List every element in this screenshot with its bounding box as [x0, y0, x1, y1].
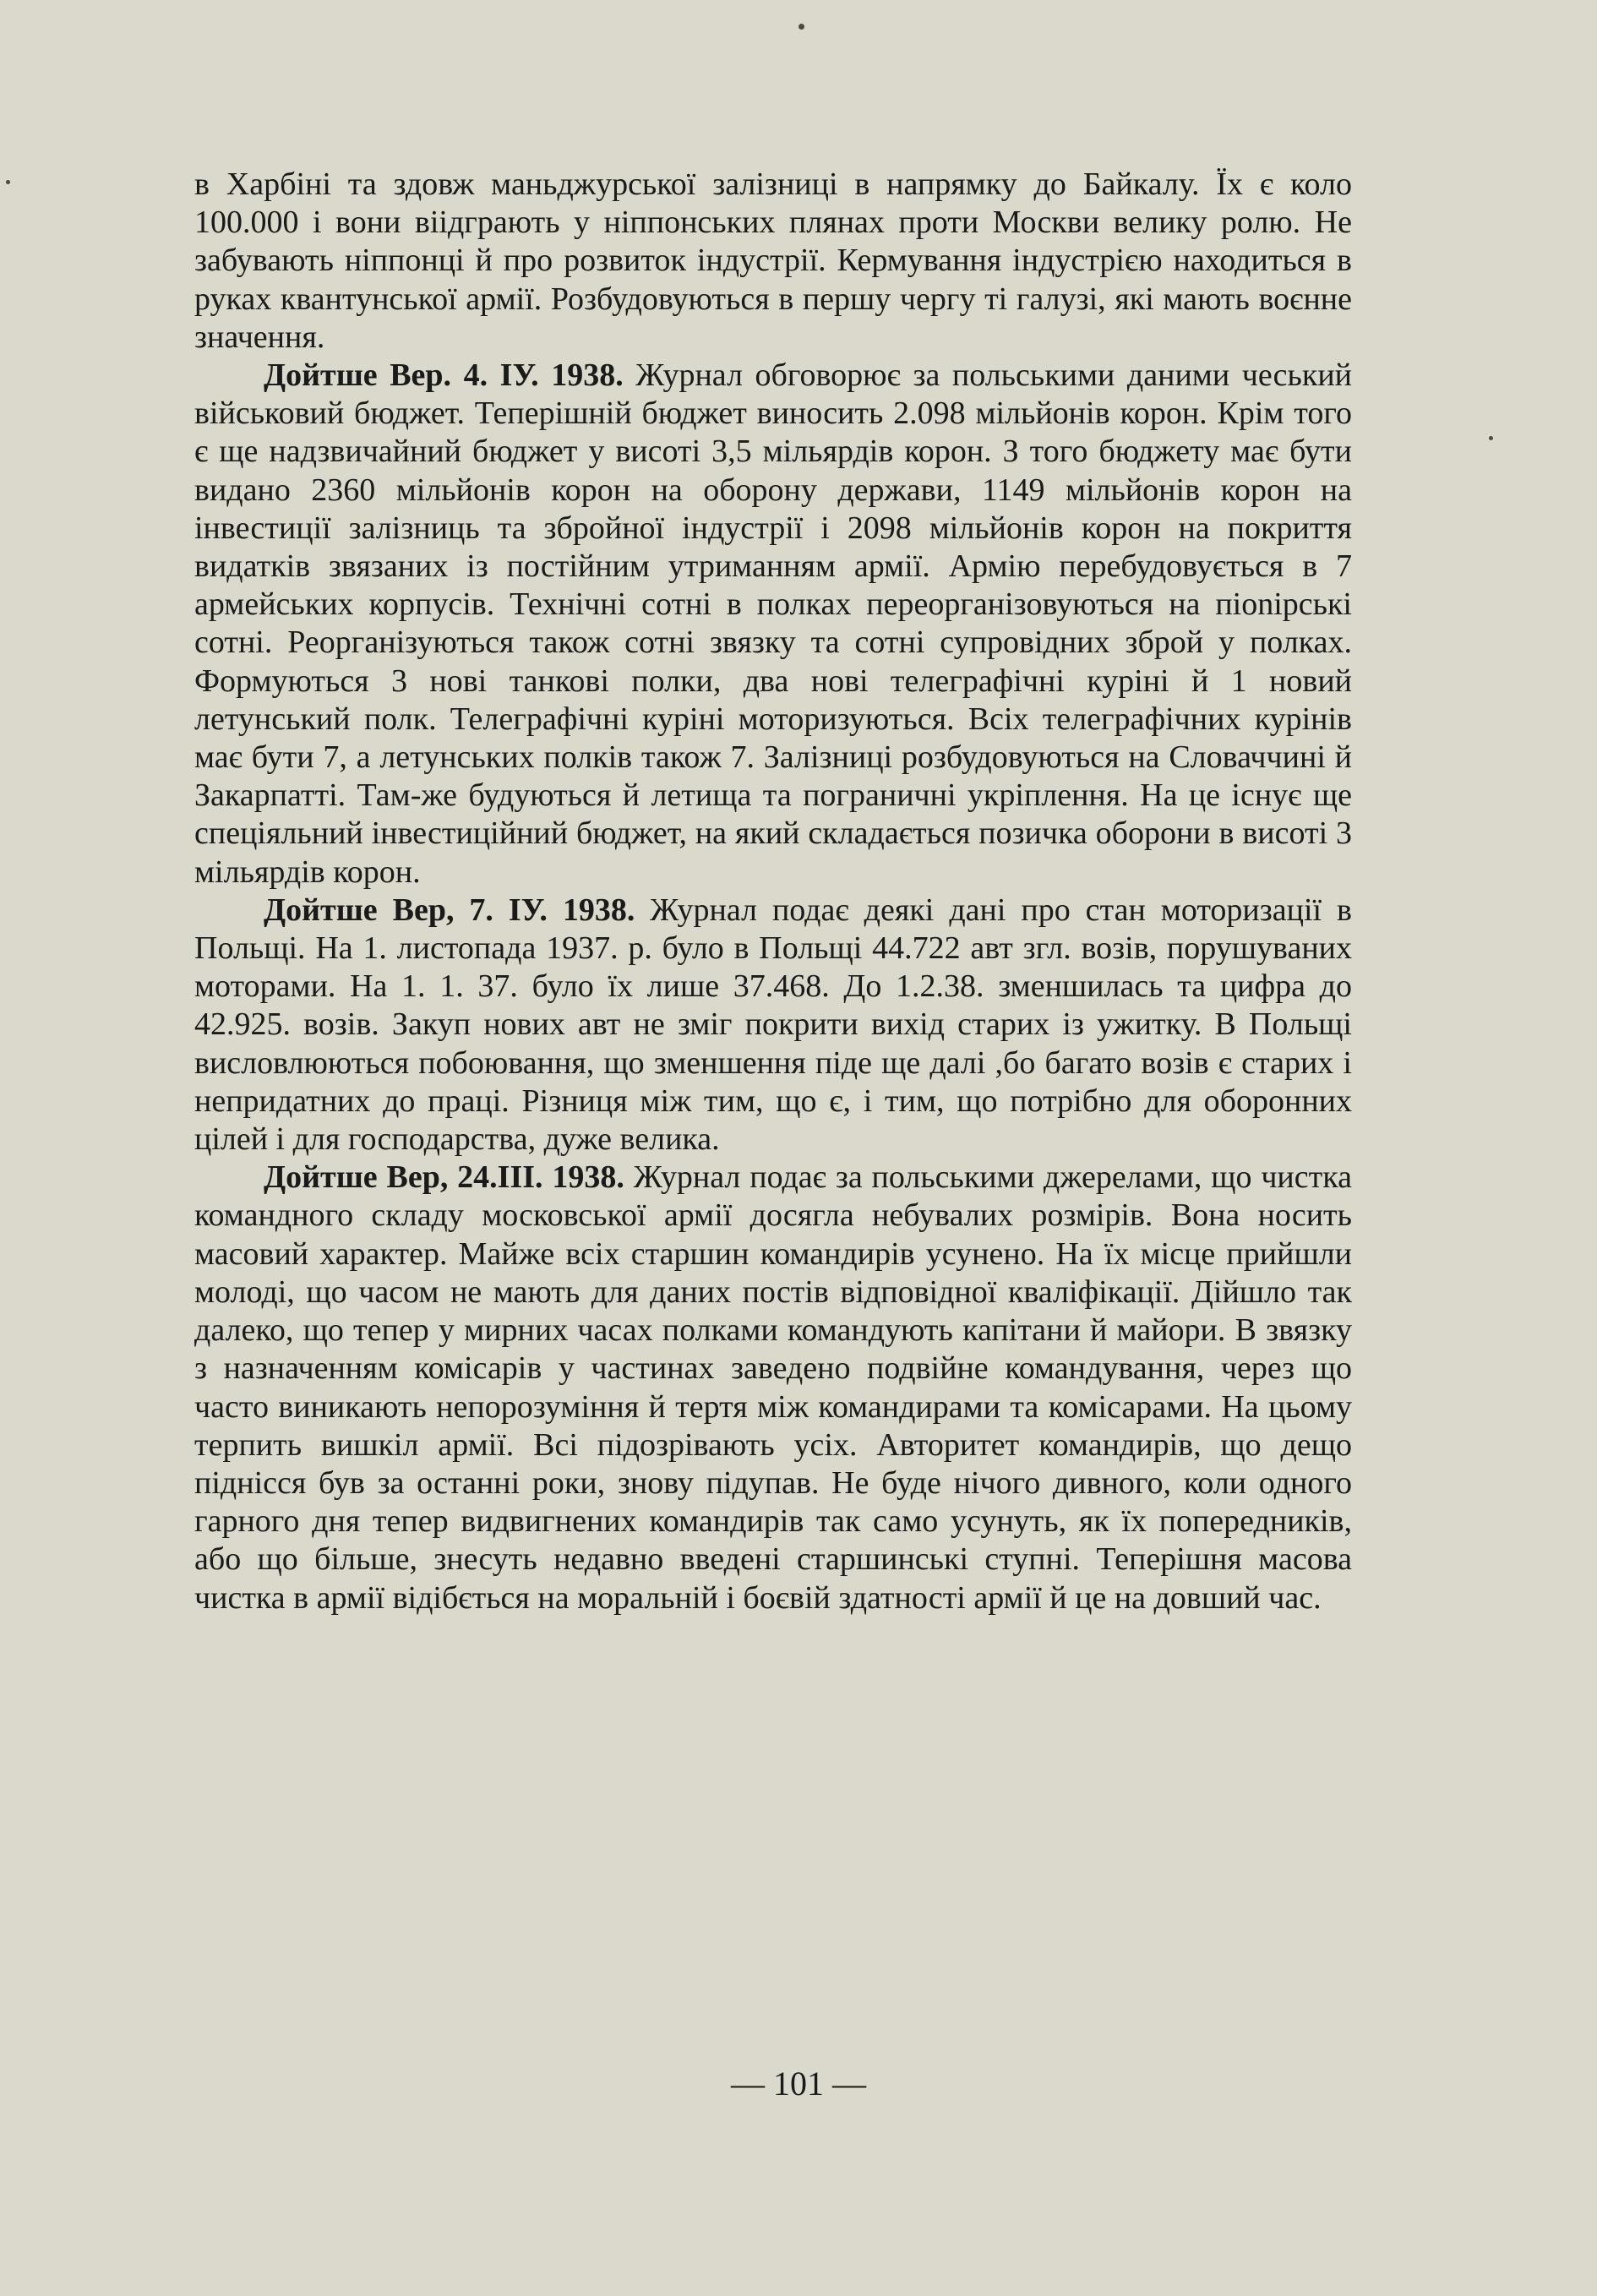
- article-body: [194, 166, 1352, 1617]
- paragraph-text: Журнал подає за польськими джерелами, що чистка командного складу московської армії досягла небувалих розмірів. Вона носить масовий характер. Майже всіх старшин командирів усунено. На їх місце прийшли молоді, що часом не мають для даних постів відповідної кваліфікації. Дійшло так далеко, що тепер у мирних часах полками командують капітани й майори. В звязку з назначенням комісарів у частинах заведено подвійне командування, через що часто виникають непорозуміння й тертя між командирами та комісарами. На цьому терпить вишкіл армії. Всі підозрівають усіх. Авторитет командирів, що дещо піднісся був за останні роки, знову підупав. Не буде нічого дивного, коли одного гарного дня тепер видвигнених командирів так само усунуть, як їх попередників, або що більше, знесуть недавно введені старшинські ступні. Теперішня масова чистка в армії відібється на моральній і боєвій здатності армії й це на довший час.: [194, 1159, 1352, 1616]
- page-number: — 101 —: [731, 2064, 866, 2102]
- paragraph-entry: [194, 892, 1352, 1159]
- paragraph-text: Журнал обговорює за польськими даними чеський військовий бюджет. Теперішній бюджет виносить 2.098 мільйонів корон. Крім того є ще надзвичайний бюджет у висоті 3,5 мільярдів корон. З того бюджету має бути видано 2360 мільйонів корон на оборону держави, 1149 мільйонів корон на інвестиції залізниць та збройної індустрії і 2098 мільйонів корон на покриття видатків звязаних із постійним утриманням армії. Армію перебудовується в 7 армейських корпусів. Технічні сотні в полках переорганізовуються на пionірські сотні. Реорганізуються також сотні звязку та сотні супровідних зброй у полках. Формуються 3 нові танкові полки, два нові телеграфічні куріні й 1 новий летунський полк. Телеграфічні куріні моторизуються. Всіх телеграфічних курінів має бути 7, а летунських полків також 7. Залізниці розбудовуються на Словаччині й Закарпатті. Там-же будуються й летища та пограничні укріплення. На це існує ще спеціяльний інвестиційний бюджет, на який складається позичка оборони в висоті 3 мільярдів корон.: [194, 357, 1353, 890]
- paragraph-lead: Дойтше Вер, 24.ІІІ. 1938.: [264, 1159, 624, 1196]
- paragraph-entry: [194, 357, 1352, 892]
- dust-speck: [798, 24, 804, 30]
- paragraph-continuation: [194, 166, 1352, 357]
- paragraph-lead: Дойтше Вер, 7. ІУ. 1938.: [264, 892, 635, 928]
- dust-speck: [1489, 436, 1493, 440]
- paragraph-text: Журнал подає деякі дані про стан моторизації в Польщі. На 1. листопада 1937. р. було в Польщі 44.722 авт згл. возів, порушуваних моторами. На 1. 1. 37. було їх лише 37.468. До 1.2.38. зменшилась та цифра до 42.925. возів. Закуп нових авт не зміг покрити вихід старих із ужитку. В Польщі висловлюються побоювання, що зменшення піде ще далі ,бо багато возів є старих і непридатних до праці. Різниця між тим, що є, і тим, що потрібно для оборонних цілей і для господарства, дуже велика.: [194, 892, 1352, 1158]
- paragraph-entry: [194, 1159, 1352, 1617]
- paragraph-text: в Харбіні та здовж маньджурської залізниці в напрямку до Байкалу. Їх є коло 100.000 і вони віідграють у ніппонських плянах проти Москви велику ролю. Не забувають ніппонці й про розвиток індустрії. Кермування індустрією находиться в руках квантунської армії. Розбудовуються в першу чергу ті галузі, які мають воєнне значення.: [194, 166, 1352, 355]
- paragraph-lead: Дойтше Вер. 4. ІУ. 1938.: [264, 357, 624, 394]
- dust-speck: [6, 180, 10, 184]
